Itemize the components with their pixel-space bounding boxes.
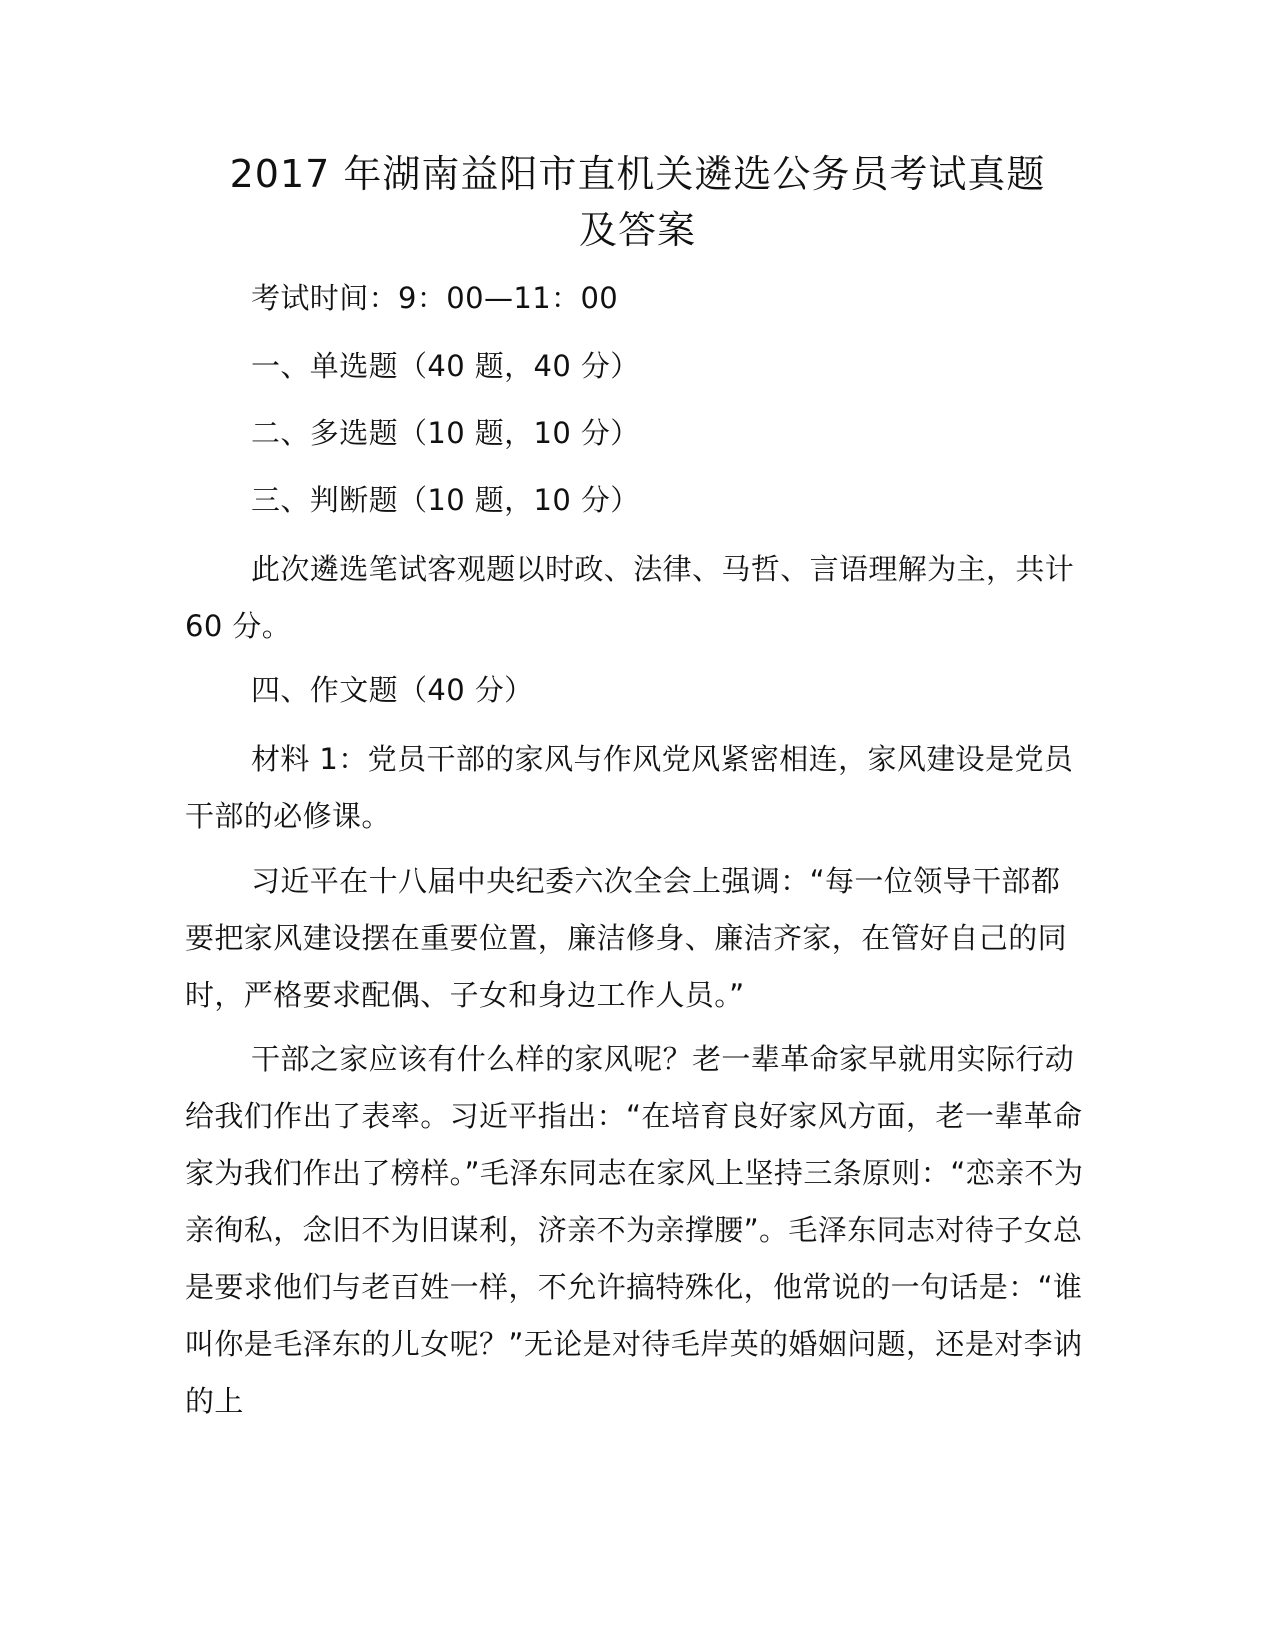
section-essay: 四、作文题（40 分） [251,673,534,707]
objective-questions-note: 此次遴选笔试客观题以时政、法律、马哲、言语理解为主，共计 60 分。 [185,552,1075,643]
material-1-paragraph: 材料 1：党员干部的家风与作风党风紧密相连，家风建设是党员干部的必修课。 [185,742,1074,833]
section-single-choice: 一、单选题（40 题，40 分） [251,349,640,383]
cadre-family-style-paragraph: 干部之家应该有什么样的家风呢？老一辈革命家早就用实际行动给我们作出了表率。习近平指出：“在培育良好家风方面，老一辈革命家为我们作出了榜样。”毛泽东同志在家风上坚持三条原则：“恋亲不为亲徇私，念旧不为旧谋利，济亲不为亲撑腰”。毛泽东同志对待子女总是要求他们与老百姓一样，不允许搞特殊化，他常说的一句话是：“谁叫你是毛泽东的儿女呢？”无论是对待毛岸英的婚姻问题，还是对李讷的上 [185,1042,1084,1418]
document-title-line-1: 2017 年湖南益阳市直机关遴选公务员考试真题 [229,152,1046,196]
exam-time: 考试时间：9：00—11：00 [251,281,619,315]
section-multiple-choice: 二、多选题（10 题，10 分） [251,416,640,450]
section-true-false: 三、判断题（10 题，10 分） [251,483,640,517]
xi-speech-paragraph: 习近平在十八届中央纪委六次全会上强调：“每一位领导干部都要把家风建设摆在重要位置，廉洁修身、廉洁齐家，在管好自己的同时，严格要求配偶、子女和身边工作人员。” [185,864,1068,1012]
document-title-line-2: 及答案 [578,208,696,252]
